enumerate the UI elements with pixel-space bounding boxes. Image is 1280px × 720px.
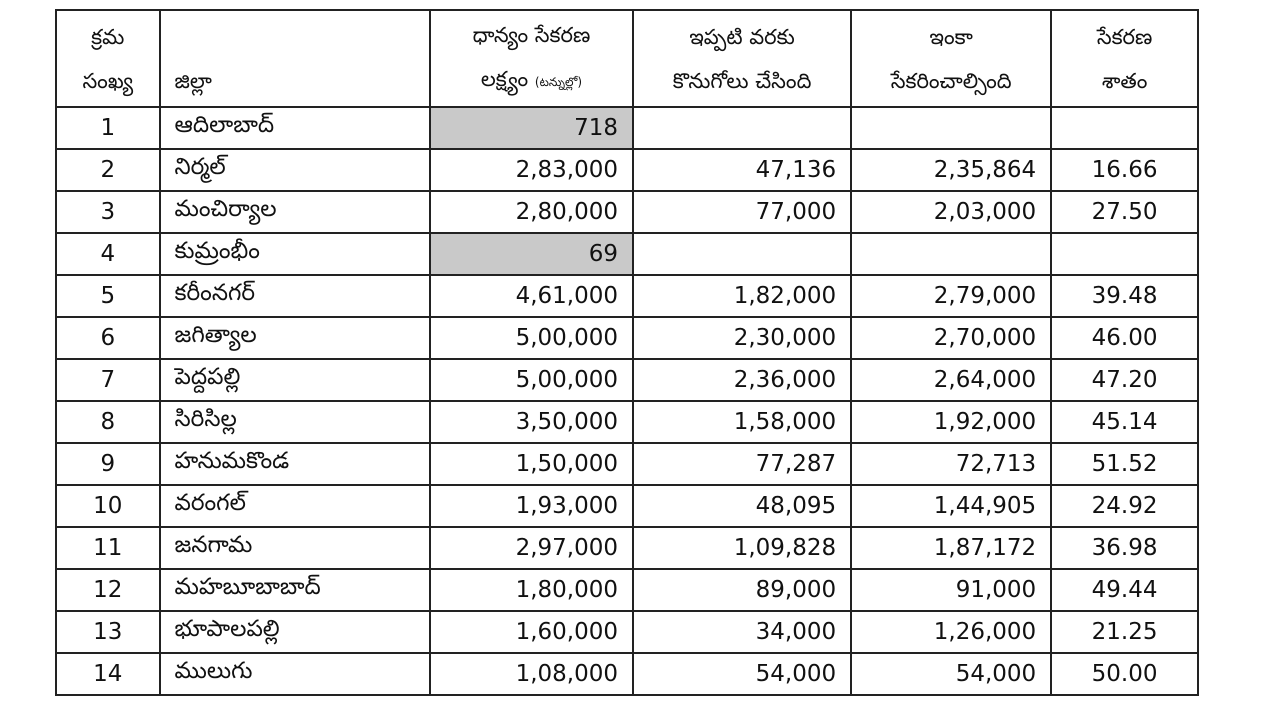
district-cell: మంచిర్యాల (160, 191, 430, 233)
percent-cell (1051, 107, 1198, 149)
table-row (56, 527, 1198, 569)
percent-cell: 47.20 (1051, 359, 1198, 401)
header-serial-line-1: క్రమ (91, 24, 125, 49)
serial-number-cell: 12 (56, 569, 160, 611)
table-row (56, 233, 1198, 275)
percent-cell: 50.00 (1051, 653, 1198, 695)
header-target-line-2 (445, 57, 618, 104)
remaining-cell: 2,64,000 (851, 359, 1051, 401)
table-row (56, 611, 1198, 653)
bought-cell: 2,36,000 (633, 359, 851, 401)
percent-cell: 16.66 (1051, 149, 1198, 191)
serial-number-cell: 6 (56, 317, 160, 359)
table-row (56, 107, 1198, 149)
bought-cell: 48,095 (633, 485, 851, 527)
target-cell: 1,50,000 (430, 443, 633, 485)
table-row (56, 443, 1198, 485)
percent-cell: 51.52 (1051, 443, 1198, 485)
remaining-cell: 91,000 (851, 569, 1051, 611)
bought-cell: 1,58,000 (633, 401, 851, 443)
serial-number-cell: 13 (56, 611, 160, 653)
remaining-cell: 1,87,172 (851, 527, 1051, 569)
header-bought-line-2: కొనుగోలు చేసింది (672, 68, 812, 93)
percent-cell: 27.50 (1051, 191, 1198, 233)
remaining-cell: 72,713 (851, 443, 1051, 485)
district-cell: ఆదిలాబాద్ (160, 107, 430, 149)
serial-number-cell: 1 (56, 107, 160, 149)
percent-cell: 39.48 (1051, 275, 1198, 317)
header-procurement-percent (1051, 10, 1198, 107)
bought-cell: 34,000 (633, 611, 851, 653)
table-row (56, 653, 1198, 695)
header-serial-line-2: సంఖ్య (82, 68, 134, 93)
percent-cell (1051, 233, 1198, 275)
header-district-line-2: జిల్లా (174, 68, 212, 93)
target-cell: 5,00,000 (430, 359, 633, 401)
district-cell: వరంగల్ (160, 485, 430, 527)
table-row (56, 569, 1198, 611)
target-cell: 1,60,000 (430, 611, 633, 653)
target-cell: 3,50,000 (430, 401, 633, 443)
target-cell: 1,08,000 (430, 653, 633, 695)
serial-number-cell: 14 (56, 653, 160, 695)
remaining-cell (851, 107, 1051, 149)
header-remaining-line-1: ఇంకా (929, 24, 973, 49)
table-row (56, 359, 1198, 401)
remaining-cell: 54,000 (851, 653, 1051, 695)
header-district-line-1 (175, 15, 415, 59)
percent-cell: 49.44 (1051, 569, 1198, 611)
header-remaining-line-2: సేకరించాల్సింది (890, 68, 1012, 93)
remaining-cell: 2,03,000 (851, 191, 1051, 233)
serial-number-cell: 2 (56, 149, 160, 191)
header-percent-line-1: సేకరణ (1096, 24, 1153, 49)
bought-cell: 89,000 (633, 569, 851, 611)
percent-cell: 46.00 (1051, 317, 1198, 359)
district-cell: కుమ్రంభీం (160, 233, 430, 275)
district-cell: జగిత్యాల (160, 317, 430, 359)
target-cell: 718 (430, 107, 633, 149)
serial-number-cell: 7 (56, 359, 160, 401)
target-cell: 1,93,000 (430, 485, 633, 527)
target-cell: 1,80,000 (430, 569, 633, 611)
percent-cell: 36.98 (1051, 527, 1198, 569)
table-row (56, 401, 1198, 443)
district-cell: భూపాలపల్లి (160, 611, 430, 653)
remaining-cell (851, 233, 1051, 275)
target-cell: 2,83,000 (430, 149, 633, 191)
bought-cell: 2,30,000 (633, 317, 851, 359)
percent-cell: 24.92 (1051, 485, 1198, 527)
table-row (56, 485, 1198, 527)
table-row (56, 191, 1198, 233)
percent-cell: 21.25 (1051, 611, 1198, 653)
percent-cell: 45.14 (1051, 401, 1198, 443)
district-cell: నిర్మల్ (160, 149, 430, 191)
remaining-cell: 2,79,000 (851, 275, 1051, 317)
procurement-table (55, 9, 1199, 696)
serial-number-cell: 11 (56, 527, 160, 569)
header-row (56, 10, 1198, 107)
serial-number-cell: 4 (56, 233, 160, 275)
district-cell: ములుగు (160, 653, 430, 695)
district-cell: జనగామ (160, 527, 430, 569)
district-cell: హనుమకొండ (160, 443, 430, 485)
remaining-cell: 1,44,905 (851, 485, 1051, 527)
header-target-unit: (టన్నుల్లో) (534, 75, 583, 89)
bought-cell: 77,000 (633, 191, 851, 233)
target-cell: 2,97,000 (430, 527, 633, 569)
bought-cell (633, 233, 851, 275)
header-serial-number (56, 10, 160, 107)
district-cell: పెద్దపల్లి (160, 359, 430, 401)
bought-cell: 1,82,000 (633, 275, 851, 317)
header-procurement-target (430, 10, 633, 107)
serial-number-cell: 8 (56, 401, 160, 443)
header-bought-line-1: ఇప్పటి వరకు (689, 24, 795, 49)
header-district (160, 10, 430, 107)
table-row (56, 149, 1198, 191)
target-cell: 5,00,000 (430, 317, 633, 359)
table-row (56, 317, 1198, 359)
header-target-label: లక్ష్యం (480, 67, 529, 91)
target-cell: 69 (430, 233, 633, 275)
remaining-cell: 1,92,000 (851, 401, 1051, 443)
header-bought-so-far (633, 10, 851, 107)
target-cell: 2,80,000 (430, 191, 633, 233)
remaining-cell: 2,35,864 (851, 149, 1051, 191)
serial-number-cell: 10 (56, 485, 160, 527)
bought-cell: 77,287 (633, 443, 851, 485)
table-body (56, 107, 1198, 695)
target-cell: 4,61,000 (430, 275, 633, 317)
district-cell: కరీంనగర్ (160, 275, 430, 317)
serial-number-cell: 5 (56, 275, 160, 317)
header-remaining (851, 10, 1051, 107)
serial-number-cell: 3 (56, 191, 160, 233)
bought-cell (633, 107, 851, 149)
header-target-line-1: ధాన్యం సేకరణ (472, 23, 591, 47)
table-row (56, 275, 1198, 317)
bought-cell: 1,09,828 (633, 527, 851, 569)
remaining-cell: 2,70,000 (851, 317, 1051, 359)
bought-cell: 54,000 (633, 653, 851, 695)
district-cell: మహబూబాబాద్ (160, 569, 430, 611)
header-percent-line-2: శాతం (1101, 68, 1148, 93)
remaining-cell: 1,26,000 (851, 611, 1051, 653)
bought-cell: 47,136 (633, 149, 851, 191)
district-cell: సిరిసిల్ల (160, 401, 430, 443)
serial-number-cell: 9 (56, 443, 160, 485)
